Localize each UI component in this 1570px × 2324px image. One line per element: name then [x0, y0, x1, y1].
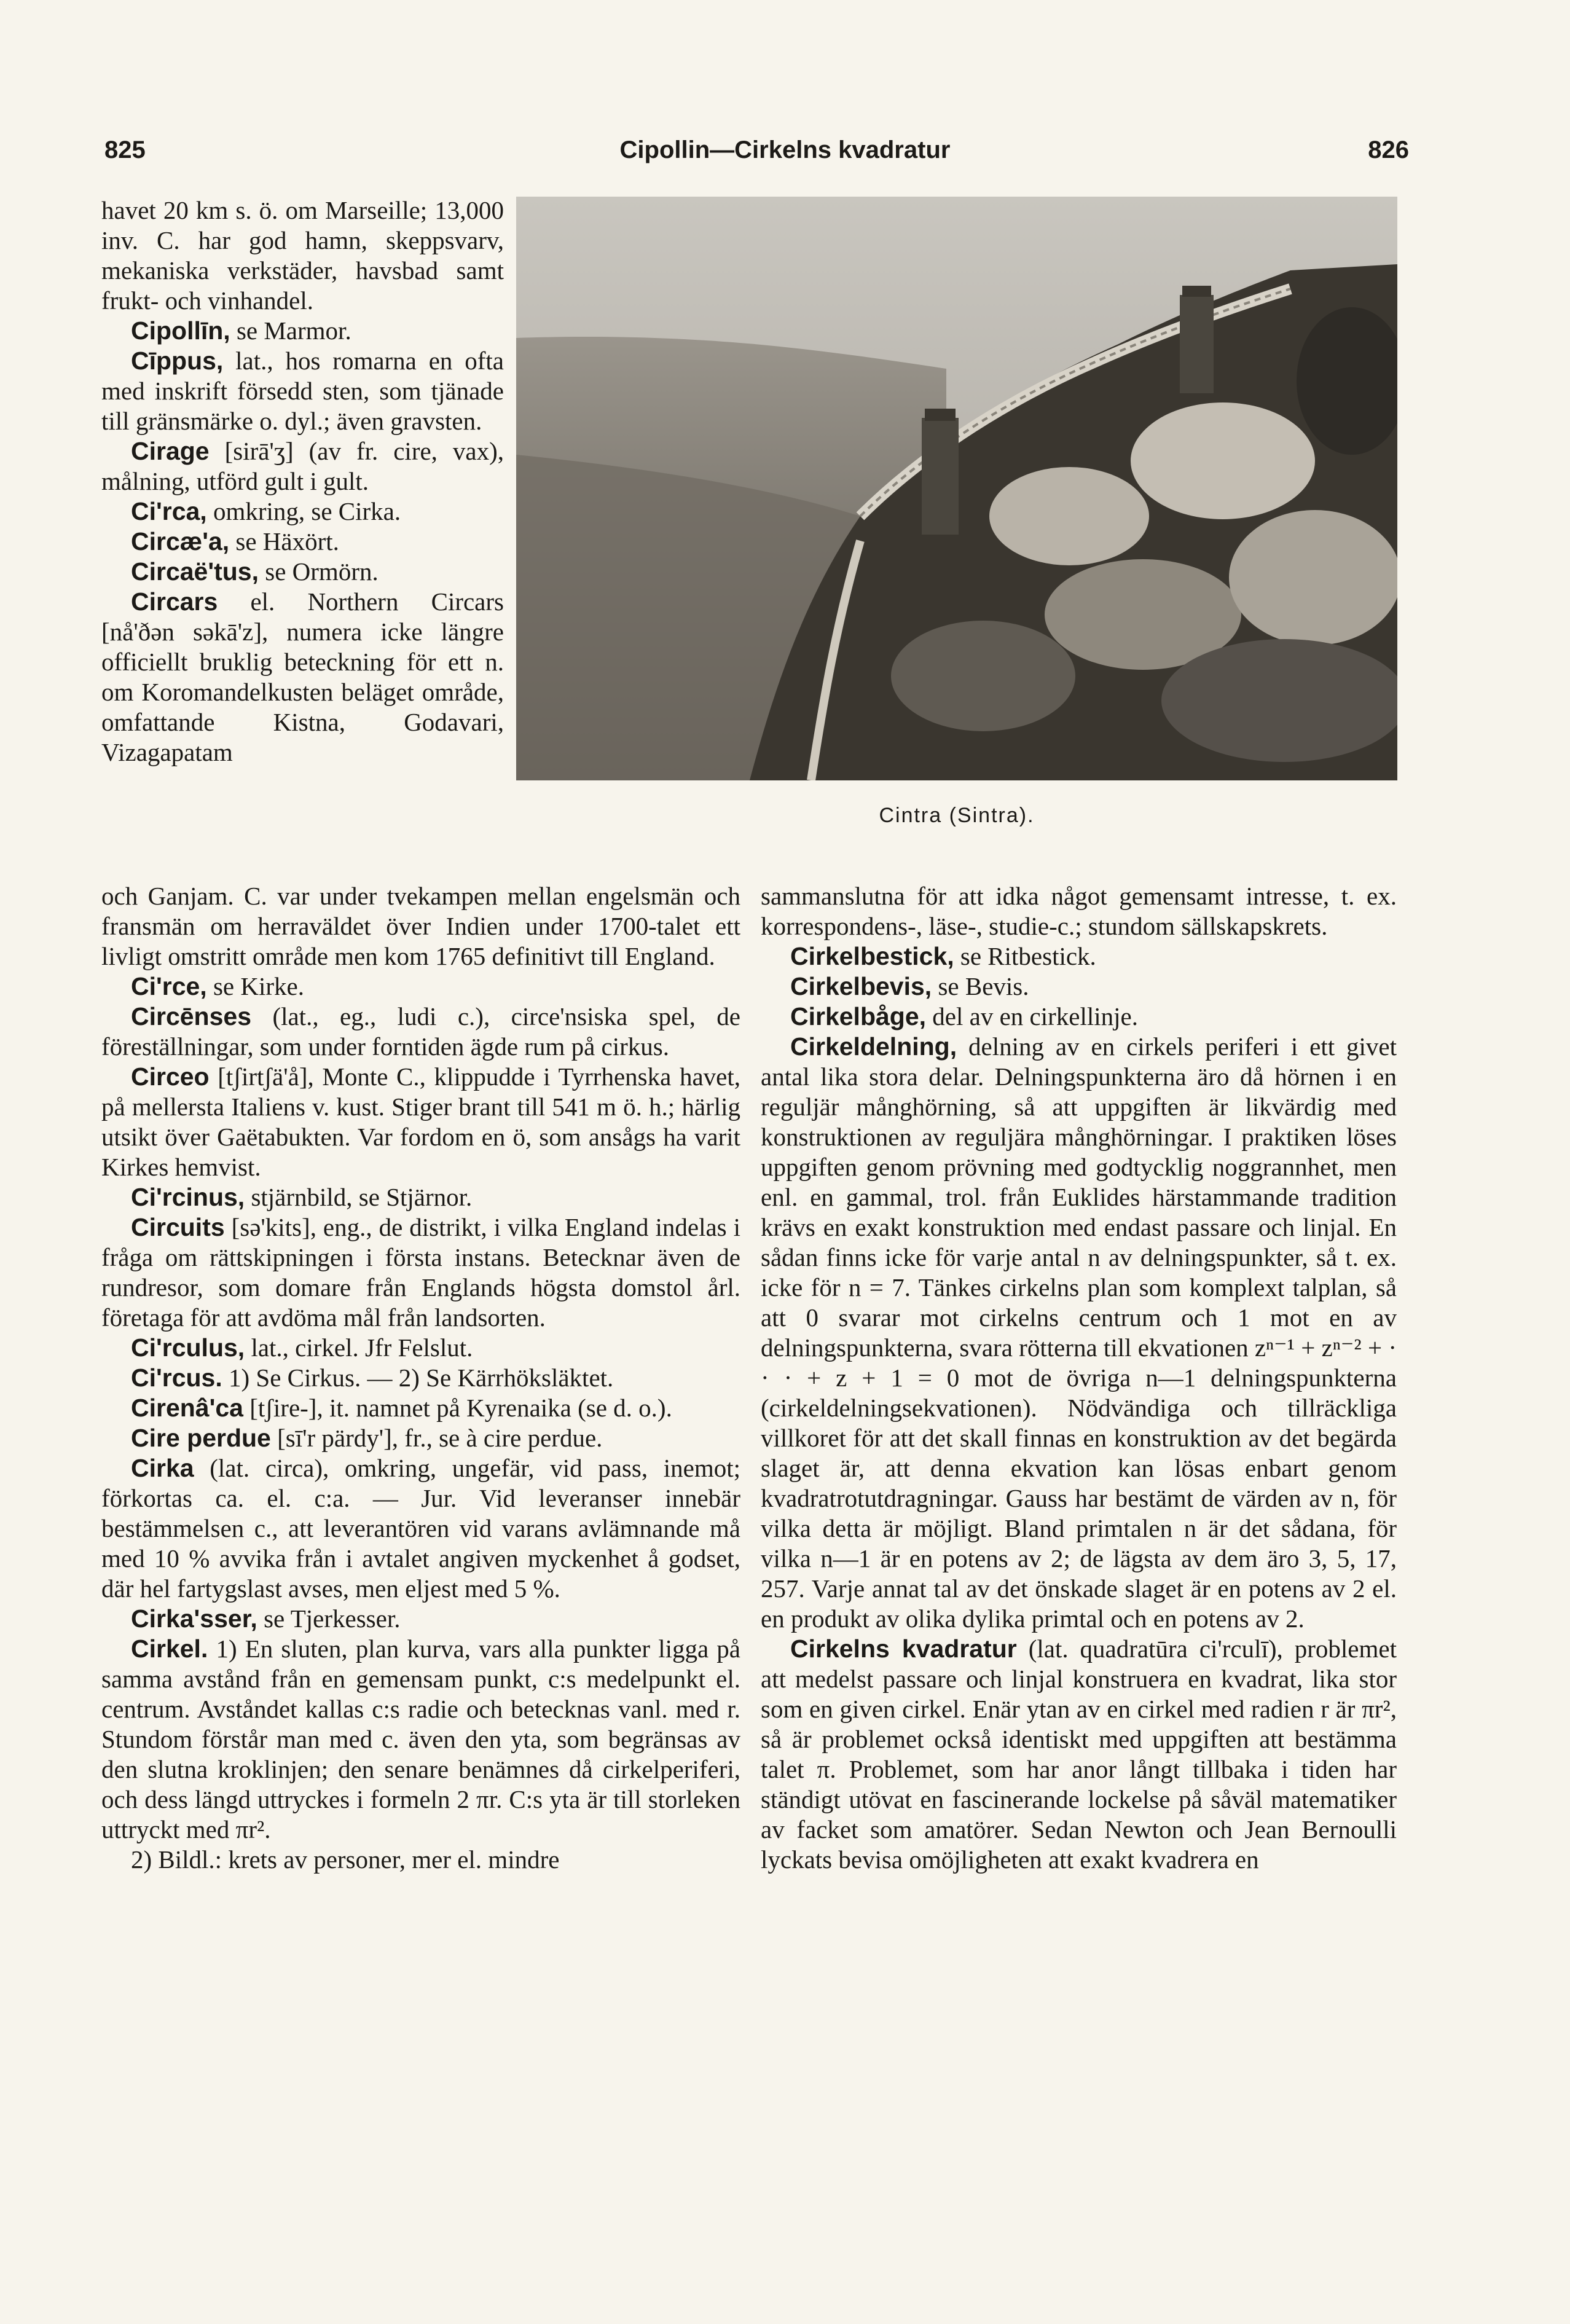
dictionary-entry — [101, 346, 504, 436]
entry-definition: (lat., eg., ludi c.), circe'nsiska spel, de föreställningar, som under forntiden ägde rum på cirkus. — [101, 1002, 740, 1061]
entry-definition: [sirā'ʒ] (av fr. cire, vax), målning, utförd gult i gult. — [101, 437, 504, 495]
running-header: Cipollin—Cirkelns kvadratur — [619, 136, 951, 163]
dictionary-entry — [101, 1634, 740, 1845]
entry-headword: Circuits — [131, 1213, 225, 1241]
entry-headword: Ci'rcus. — [131, 1364, 222, 1392]
text-column-upper-left — [101, 195, 504, 767]
entry-definition: [tʃirtʃä'å], Monte C., klippudde i Tyrrhenska havet, på mellersta Italiens v. kust. Stiger brant till 541 m ö. h.; härlig utsikt över Gaëtabukten. Var fordom en ö, som ansågs ha varit Kirkes hemvist. — [101, 1062, 740, 1181]
text-column-left — [101, 881, 740, 1875]
entry-headword: Circēnses — [131, 1002, 252, 1030]
entry-headword: Circars — [131, 587, 218, 616]
dictionary-entry — [101, 1363, 740, 1393]
entry-headword: Ci'rce, — [131, 972, 207, 1000]
entry-headword: Circeo — [131, 1062, 210, 1091]
dictionary-entry — [101, 527, 504, 557]
entry-headword: Cire perdue — [131, 1424, 271, 1452]
dictionary-entry — [761, 1002, 1397, 1032]
entry-definition: 1) Se Cirkus. — 2) Se Kärrhöksläktet. — [222, 1364, 614, 1392]
entry-definition: (lat. quadratūra ci'rculī), problemet att medelst passare och linjal konstruera en kvadrat, lika stor som en given cirkel. Enär ytan av en cirkel med radien r är πr², så är problemet också identiskt med uppgiften att bestämma talet π. Problemet, som har anor långt tillbaka i tiden har ständigt utövat en fascinerande lockelse på såväl matematiker av facket som amatörer. Sedan Newton och Jean Bernoulli lyckats bevisa omöjligheten att exakt kvadrera en — [761, 1635, 1397, 1874]
entry-definition: se Häxört. — [229, 527, 339, 555]
dictionary-entry — [101, 557, 504, 587]
entry-headword: Cirkelns kvadratur — [790, 1635, 1017, 1663]
entry-definition: omkring, se Cirka. — [206, 497, 401, 525]
text-column-right — [761, 881, 1397, 1875]
entry-headword: Circaë'tus, — [131, 557, 259, 586]
entry-definition: (lat. circa), omkring, ungefär, vid pass, inemot; förkortas ca. el. c:a. — Jur. Vid leveranser innebär bestämmelsen c., att leverantören vid varans avlämnande må med 10 % avvika från i avtalet angiven myckenhet å godset, där hel fartygslast avses, men eljest med 5 %. — [101, 1454, 740, 1603]
entry-headword: Cirenâ'ca — [131, 1394, 243, 1422]
entry-definition: se Tjerkesser. — [257, 1604, 401, 1633]
entry-headword: Ci'rculus, — [131, 1333, 245, 1362]
dictionary-entry — [101, 587, 504, 767]
entry-headword: Cirkelbåge, — [790, 1002, 927, 1030]
page-number-right: 826 — [1368, 136, 1409, 163]
paragraph: och Ganjam. C. var under tvekampen mellan engelsmän och fransmän om herraväldet över Indien under 1700-talet ett livligt omstritt område men kom 1765 definitivt till England. — [101, 882, 740, 970]
entry-definition: se Bevis. — [932, 972, 1029, 1000]
entry-headword: Cirkeldelning, — [790, 1032, 957, 1061]
dictionary-entry — [101, 436, 504, 497]
entry-headword: Ci'rca, — [131, 497, 207, 525]
entry-definition: el. Northern Circars [nå'ðən səkā'z], numera icke längre officiellt bruklig beteckning för ett n. om Koromandelkusten beläget område, omfattande Kistna, Godavari, Vizagapatam — [101, 587, 504, 766]
entry-headword: Cirkel. — [131, 1635, 208, 1663]
entry-definition: se Marmor. — [230, 316, 351, 345]
entry-definition: se Ormörn. — [259, 557, 379, 586]
dictionary-entry — [101, 497, 504, 527]
dictionary-entry — [101, 316, 504, 346]
paragraph: 2) Bildl.: krets av personer, mer el. mindre — [131, 1845, 560, 1874]
dictionary-entry — [101, 1423, 740, 1453]
entry-definition: [sī'r pärdy'], fr., se à cire perdue. — [270, 1424, 603, 1452]
dictionary-entry — [101, 1212, 740, 1333]
entry-headword: Cirka'sser, — [131, 1604, 257, 1633]
page-number-left: 825 — [104, 136, 146, 163]
dictionary-entry — [761, 972, 1397, 1002]
entry-definition: lat., hos romarna en ofta med inskrift försedd sten, som tjänade till gränsmärke o. dyl.; även gravsten. — [101, 347, 504, 435]
entry-definition: [sə'kits], eng., de distrikt, i vilka England indelas i fråga om rättskipningen i första instans. Betecknar även de rundresor, som domare från Englands högsta domstol årl. företaga för att avdöma mål från landsorten. — [101, 1213, 740, 1332]
entry-definition: [tʃire-], it. namnet på Kyrenaika (se d. o.). — [243, 1394, 672, 1422]
dictionary-entry — [101, 1002, 740, 1062]
entry-definition: se Ritbestick. — [954, 942, 1096, 970]
dictionary-entry — [101, 1604, 740, 1634]
paragraph: havet 20 km s. ö. om Marseille; 13,000 inv. C. har god hamn, skeppsvarv, mekaniska verkstäder, havsbad samt frukt- och vinhandel. — [101, 196, 504, 315]
photo-caption: Cintra (Sintra). — [879, 804, 1035, 827]
entry-definition: se Kirke. — [206, 972, 304, 1000]
dictionary-entry — [761, 1634, 1397, 1875]
entry-headword: Cirkelbevis, — [790, 972, 932, 1000]
entry-definition: 1) En sluten, plan kurva, vars alla punkter ligga på samma avstånd från en gemensam punkt, c:s medelpunkt el. centrum. Avståndet kallas c:s radie och betecknas vanl. med r. Stundom förstår man med c. även den yta, som begränsas av den slutna kroklinjen; den senare benämnes då cirkelperiferi, och dess längd uttryckes i formeln 2 πr. C:s yta är till storleken uttryckt med πr². — [101, 1635, 740, 1843]
dictionary-entry — [761, 1032, 1397, 1634]
dictionary-entry — [101, 1062, 740, 1182]
dictionary-entry — [101, 1333, 740, 1363]
entry-headword: Cirkelbestick, — [790, 942, 954, 970]
entry-headword: Circæ'a, — [131, 527, 230, 555]
dictionary-entry — [101, 1453, 740, 1604]
entry-headword: Ci'rcinus, — [131, 1183, 245, 1211]
entry-headword: Cirka — [131, 1454, 194, 1482]
entry-headword: Cirage — [131, 437, 210, 465]
paragraph: sammanslutna för att idka något gemensamt intresse, t. ex. korrespondens-, läse-, studie-c.; stundom sällskapskrets. — [761, 882, 1397, 940]
cintra-castle-image — [516, 197, 1397, 780]
entry-definition: del av en cirkellinje. — [926, 1002, 1138, 1030]
dictionary-entry — [761, 941, 1397, 972]
entry-headword: Cipollīn, — [131, 316, 230, 345]
entry-definition: delning av en cirkels periferi i ett givet antal lika stora delar. Delningspunkterna äro då hörnen i en reguljär månghörning, så att uppgiften är likvärdig med konstruktionen av reguljära månghörningar. I praktiken löses uppgiften genom prövning med godtycklig noggrannhet, men enl. en gammal, trol. från Euklides härstammande tradition krävs en exakt konstruktion med endast passare och linjal. En sådan finns icke för varje antal n av delningspunkter, så t. ex. icke för n = 7. Tänkes cirkelns plan som komplext talplan, så att 0 svarar mot cirkelns centrum och 1 mot en av delningspunkterna, svara rötterna till ekvationen zⁿ⁻¹ + zⁿ⁻² + · · · + z + 1 = 0 mot de övriga n—1 delningspunkterna (cirkeldelningsekvationen). Nödvändiga och tillräckliga villkoret för att det skall finnas en konstruktion av det begärda slaget är, att denna ekvation kan lösas enbart genom kvadratrotutdragningar. Gauss har bestämt de värden av n, för vilka detta är möjligt. Bland primtalen n är det sådana, för vilka n—1 är en potens av 2; de lägsta av dem äro 3, 5, 17, 257. Varje annat tal av det önskade slaget är en potens av 2 el. en produkt av olika dylika primtal och en potens av 2. — [761, 1032, 1397, 1633]
dictionary-entry — [101, 972, 740, 1002]
entry-definition: lat., cirkel. Jfr Felslut. — [245, 1333, 473, 1362]
castle-photo — [516, 197, 1397, 780]
entry-definition: stjärnbild, se Stjärnor. — [245, 1183, 473, 1211]
entry-headword: Cīppus, — [131, 347, 224, 375]
dictionary-entry — [101, 1182, 740, 1212]
dictionary-entry — [101, 1393, 740, 1423]
